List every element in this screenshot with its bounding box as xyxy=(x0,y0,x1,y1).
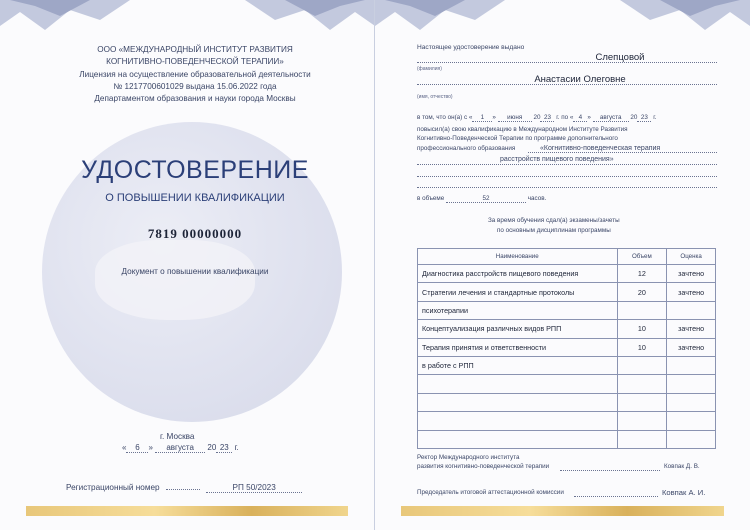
date-year-prefix: 20 xyxy=(207,443,217,452)
rector-line1: Ректор Международного института xyxy=(417,454,520,461)
row-name: психотерапии xyxy=(418,301,618,319)
row-name xyxy=(418,375,618,393)
period-mid: г. по « xyxy=(556,114,574,121)
row-grade xyxy=(667,375,716,393)
registration-label: Регистрационный номер xyxy=(66,483,160,492)
row-grade: зачтено xyxy=(667,283,716,301)
header-grade: Оценка xyxy=(667,249,716,265)
table-row xyxy=(418,338,716,356)
period-month1: июня xyxy=(498,114,532,122)
row-name: Диагностика расстройств пищевого поведения xyxy=(418,265,618,283)
chair-signature-line xyxy=(574,496,658,497)
period-day1: 1 xyxy=(472,114,492,122)
period-year1: 23 xyxy=(540,114,554,122)
org-line: КОГНИТИВНО-ПОВЕДЕНЧЕСКОЙ ТЕРАПИИ» xyxy=(106,57,284,67)
issued-to-label: Настоящее удостоверение выдано xyxy=(417,44,525,51)
period-month2: августа xyxy=(593,114,629,122)
issue-city: г. Москва xyxy=(160,432,195,441)
row-name: Концептуализация различных видов РПП xyxy=(418,320,618,338)
date-day: 6 xyxy=(126,443,148,453)
date-month: августа xyxy=(155,443,205,453)
top-left-ornament xyxy=(375,0,505,34)
row-grade xyxy=(667,430,716,448)
row-grade xyxy=(667,301,716,319)
top-left-ornament xyxy=(0,0,130,34)
date-quote-close: » xyxy=(148,443,153,452)
header-name: Наименование xyxy=(418,249,618,265)
organization-header xyxy=(40,44,350,105)
period-suffix: г. xyxy=(653,114,657,121)
name-caption: (имя, отчество) xyxy=(417,94,453,100)
table-row xyxy=(418,375,716,393)
chair-sign-name: Ковпак А. И. xyxy=(662,488,706,497)
table-row xyxy=(418,356,716,374)
header-volume: Объем xyxy=(617,249,667,265)
row-volume xyxy=(617,393,667,411)
qual-line: повысил(а) свою квалификацию в Международном Институте Развития xyxy=(417,126,628,133)
volume-unit: часов. xyxy=(527,195,547,202)
date-suffix: г. xyxy=(234,443,239,452)
table-row xyxy=(418,301,716,319)
document-label: Документ о повышении квалификации xyxy=(121,267,269,276)
certificate-number: 7819 00000000 xyxy=(147,226,243,241)
row-name xyxy=(418,412,618,430)
row-grade xyxy=(667,356,716,374)
surname-caption: (фамилия) xyxy=(417,66,442,72)
row-grade: зачтено xyxy=(667,338,716,356)
volume-value: 52 xyxy=(446,195,526,203)
table-row xyxy=(418,393,716,411)
certificate-subtitle: О ПОВЫШЕНИИ КВАЛИФИКАЦИИ xyxy=(105,192,285,204)
org-line: ООО «МЕЖДУНАРОДНЫЙ ИНСТИТУТ РАЗВИТИЯ xyxy=(97,45,293,54)
row-name: в работе с РПП xyxy=(418,356,618,374)
surname-value: Слепцовой xyxy=(595,52,645,63)
table-row xyxy=(418,430,716,448)
rector-signature-line xyxy=(560,470,660,471)
row-volume: 10 xyxy=(617,338,667,356)
exams-line2: по основным дисциплинам программы xyxy=(497,227,611,234)
exams-line1: За время обучения сдал(а) экзамены/зачеты xyxy=(488,217,620,224)
org-line: Департаментом образования и науки города Москвы xyxy=(94,94,296,104)
certificate-title: УДОСТОВЕРЕНИЕ xyxy=(81,156,309,184)
row-volume xyxy=(617,356,667,374)
program-line2: расстройств пищевого поведения» xyxy=(500,156,614,163)
row-grade xyxy=(667,412,716,430)
period-year2: 23 xyxy=(637,114,651,122)
qual-line: профессионального образования xyxy=(417,145,516,152)
registration-number: РП 50/2023 xyxy=(206,483,302,493)
date-year: 23 xyxy=(216,443,232,453)
name-value: Анастасии Олеговне xyxy=(534,74,626,85)
volume-line xyxy=(417,195,546,203)
qual-line: Когнитивно-Поведенческой Терапии по программе дополнительного xyxy=(417,135,618,142)
rector-line2: развития когнитивно-поведенческой терапии xyxy=(417,463,550,470)
row-volume: 10 xyxy=(617,320,667,338)
registration xyxy=(66,483,302,493)
period-line: в том, что он(а) с « 1 » июня 20 23 г. по « 4 » августа 20 23 г. xyxy=(417,114,657,121)
watermark-shape xyxy=(95,240,255,320)
volume-label: в объеме xyxy=(417,195,445,202)
table-row xyxy=(418,412,716,430)
gold-bar xyxy=(26,506,348,516)
table-row xyxy=(418,320,716,338)
row-name: Терапия принятия и ответственности xyxy=(418,338,618,356)
row-name xyxy=(418,393,618,411)
period-prefix: в том, что он(а) с « xyxy=(417,114,473,121)
row-grade xyxy=(667,393,716,411)
period-year2-prefix: 20 xyxy=(630,114,638,121)
row-name xyxy=(418,430,618,448)
row-volume xyxy=(617,430,667,448)
table-row xyxy=(418,265,716,283)
row-volume xyxy=(617,412,667,430)
org-line: № 1217700601029 выдана 15.06.2022 года xyxy=(113,81,277,91)
issue-date xyxy=(122,443,239,453)
top-right-ornament xyxy=(620,0,750,34)
blank-line xyxy=(417,176,717,177)
period-year1-prefix: 20 xyxy=(533,114,541,121)
row-volume: 12 xyxy=(617,265,667,283)
row-name: Стратегии лечения и стандартные протоколы xyxy=(418,283,618,301)
program-line1-underline xyxy=(528,152,717,153)
table-header-row xyxy=(418,249,716,265)
subjects-table xyxy=(417,248,716,449)
date-quote-open: « xyxy=(122,443,127,452)
row-volume: 20 xyxy=(617,283,667,301)
program-line2-underline xyxy=(417,164,717,165)
program-line1: «Когнитивно-поведенческая терапия xyxy=(540,145,661,152)
gold-bar xyxy=(401,506,724,516)
chair-line: Председатель итоговой аттестационной комиссии xyxy=(417,489,564,496)
registration-dots xyxy=(166,489,200,490)
period-day2: 4 xyxy=(573,114,587,122)
row-grade: зачтено xyxy=(667,265,716,283)
row-volume xyxy=(617,301,667,319)
row-volume xyxy=(617,375,667,393)
top-right-ornament xyxy=(245,0,375,34)
row-grade: зачтено xyxy=(667,320,716,338)
rector-sign-name: Ковпак Д. В. xyxy=(664,463,700,470)
table-row xyxy=(418,283,716,301)
blank-line xyxy=(417,187,717,188)
org-line: Лицензия на осуществление образовательной деятельности xyxy=(79,69,311,79)
